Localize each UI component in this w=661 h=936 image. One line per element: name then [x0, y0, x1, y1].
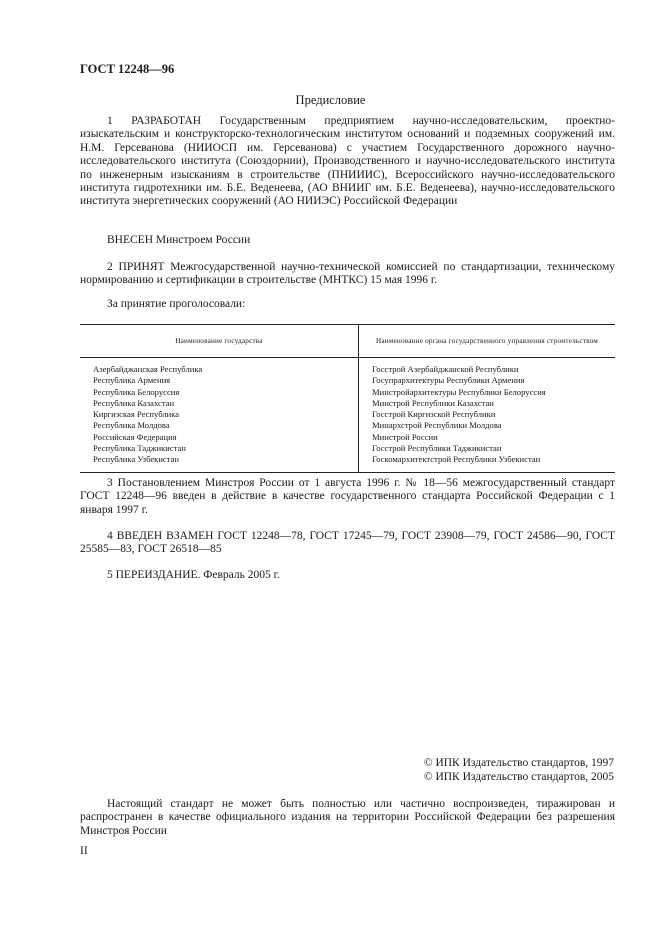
states-cell	[80, 358, 359, 473]
state-name: Республика Казахстан	[93, 397, 175, 408]
paragraph-reproduction-notice: Настоящий стандарт не может быть полностью или частично воспроизведен, тиражирован и распространен в качестве официального издания на территории Российской Федерации без разрешения Минстроя России	[80, 798, 615, 837]
paragraph-reissue: 5 ПЕРЕИЗДАНИЕ. Февраль 2005 г.	[107, 569, 280, 581]
organ-name: Госстрой Киргизской Республики	[372, 409, 496, 420]
paragraph-replaces: 4 ВВЕДЕН ВЗАМЕН ГОСТ 12248—78, ГОСТ 17245—79, ГОСТ 23908—79, ГОСТ 24586—90, ГОСТ 25585—83, ГОСТ 26518—85	[80, 530, 615, 556]
organ-name: Минстрой России	[372, 431, 438, 442]
column-header-state: Наименование государства	[80, 325, 359, 358]
organ-name: Госупрархитектуры Республики Армения	[372, 375, 525, 386]
paragraph-vote-intro: За принятие проголосовали:	[107, 298, 246, 310]
state-name: Республика Армения	[93, 375, 171, 386]
state-name: Азербайджанская Республика	[93, 364, 203, 374]
organ-name: Госстрой Республики Таджикистан	[372, 443, 502, 454]
organ-name: Минстройархитектуры Республики Белоруссия	[372, 386, 546, 397]
organ-name: Минстрой Республики Казахстан	[372, 397, 494, 408]
copyright-line: © ИПК Издательство стандартов, 2005	[423, 770, 614, 783]
state-name: Республика Таджикистан	[93, 443, 186, 454]
organ-name: Минархстрой Республики Молдова	[372, 420, 502, 431]
organs-cell	[359, 358, 616, 473]
document-code: ГОСТ 12248—96	[80, 62, 175, 76]
copyright-line: © ИПК Издательство стандартов, 1997	[423, 757, 614, 769]
state-name: Республика Белоруссия	[93, 386, 180, 397]
paragraph-introduced: ВНЕСЕН Минстроем России	[107, 234, 251, 246]
state-name: Российская Федерация	[93, 431, 177, 442]
state-name: Республика Молдова	[93, 420, 170, 431]
table-row	[80, 358, 615, 473]
table-header-row	[80, 325, 615, 358]
organ-name: Госстрой Азербайджанской Республики	[372, 364, 519, 374]
section-title: Предисловие	[295, 93, 366, 107]
paragraph-adopted: 2 ПРИНЯТ Межгосударственной научно-технической комиссией по стандартизации, техническому нормированию и сертификации в строительстве (МНТКС) 15 мая 1996 г.	[80, 261, 615, 287]
paragraph-decree: 3 Постановлением Минстроя России от 1 августа 1996 г. № 18—56 межгосударственный стандарт ГОСТ 12248—96 введен в действие в качестве государственного стандарта Российской Федерации с 1 января 1997 г.	[80, 477, 615, 516]
state-name: Республика Узбекистан	[93, 454, 180, 465]
column-header-organ: Наименование органа государственного управления строительством	[359, 325, 616, 358]
paragraph-developed: 1 РАЗРАБОТАН Государственным предприятием научно-исследовательским, проектно-изыскательским и конструкторско-технологическим институтом оснований и подземных сооружений им. Н.М. Герсеванова (НИИОСП им. Герсеванова) с участием Государственного дорожного научно-исследовательского института (Союздорнии), Производственного и научно-исследовательского института по инженерным изысканиям в строительстве (ПНИИИС), Всероссийского научно-исследовательского института гидротехники им. Б.Е. Веденеева, (АО ВНИИГ им. Б.Е. Веденеева), научно-исследовательского института энергетических сооружений (АО НИИЭС) Российской Федерации	[80, 115, 615, 208]
organ-name: Госкомархитектстрой Республики Узбекистан	[372, 454, 541, 465]
voting-table	[80, 324, 615, 473]
page-number: II	[80, 845, 88, 857]
copyright-block	[424, 757, 614, 784]
state-name: Киргизская Республика	[93, 409, 180, 420]
